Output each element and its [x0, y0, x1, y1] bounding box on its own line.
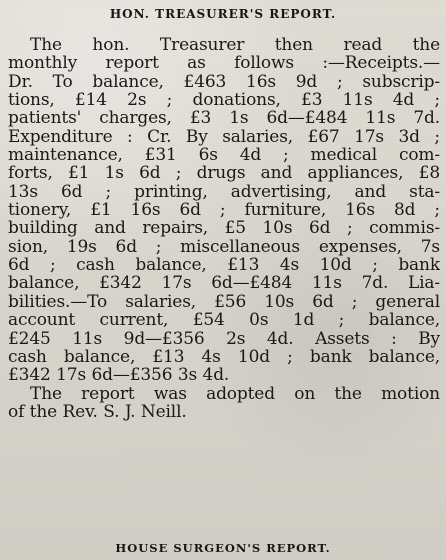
report-line-19: £342 17s 6d—£356 3s 4d.: [8, 366, 230, 385]
house-surgeon-report-heading: HOUSE SURGEON'S REPORT.: [115, 541, 331, 555]
report-line-11: building and repairs, £5 10s 6d ; commis-: [8, 219, 440, 238]
treasurer-report-heading: HON. TREASURER'S REPORT.: [109, 7, 337, 21]
report-line-18: cash balance, £13 4s 10d ; bank balance,: [8, 347, 440, 367]
report-line-6: Expenditure : Cr. By salaries, £67 17s 3d ;: [8, 127, 440, 147]
report-line-17: £245 11s 9d—£356 2s 4d. Assets : By: [8, 329, 440, 348]
treasurer-report-text: [8, 36, 440, 421]
report-line-2: monthly report as follows :—Receipts.—: [8, 54, 440, 73]
report-line-16: account current, £54 0s 1d ; balance,: [8, 311, 440, 330]
report-line-1: The hon. Treasurer then read the: [30, 36, 440, 55]
report-line-10: tionery, £1 16s 6d ; furniture, 16s 8d ;: [8, 201, 440, 220]
report-line-15: bilities.—To salaries, £56 10s 6d ; general: [8, 292, 440, 312]
report-line-20: The report was adopted on the motion: [30, 384, 440, 403]
report-line-14: balance, £342 17s 6d—£484 11s 7d. Lia-: [8, 274, 440, 293]
report-line-8: forts, £1 1s 6d ; drugs and appliances, £8: [8, 164, 440, 183]
report-line-9: 13s 6d ; printing, advertising, and sta-: [8, 182, 440, 202]
report-line-4: tions, £14 2s ; donations, £3 11s 4d ;: [8, 91, 440, 110]
report-line-7: maintenance, £31 6s 4d ; medical com-: [8, 146, 440, 165]
report-line-12: sion, 19s 6d ; miscellaneous expenses, 7s: [8, 237, 440, 257]
report-line-21: of the Rev. S. J. Neill.: [8, 402, 187, 422]
report-line-3: Dr. To balance, £463 16s 9d ; subscrip-: [8, 72, 440, 92]
report-line-13: 6d ; cash balance, £13 4s 10d ; bank: [8, 256, 440, 275]
report-line-5: patients' charges, £3 1s 6d—£484 11s 7d.: [8, 109, 440, 128]
